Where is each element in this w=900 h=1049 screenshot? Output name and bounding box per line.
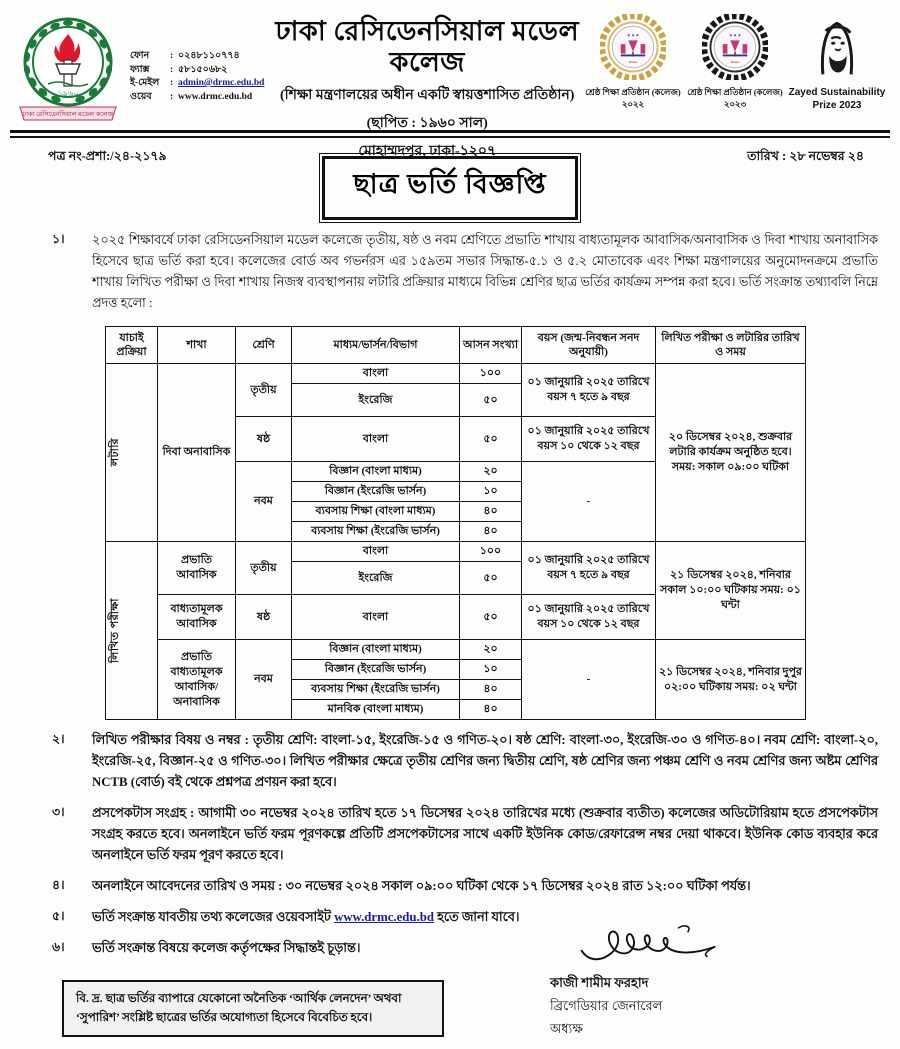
award-badges xyxy=(584,14,886,112)
handwritten-signature-icon xyxy=(574,922,764,968)
contact-label-phone: ফোন xyxy=(130,51,150,61)
medium-cell: বাংলা xyxy=(292,417,460,462)
admission-table-wrapper xyxy=(0,326,900,720)
paragraph-text xyxy=(92,876,878,897)
paragraph-number: ২। xyxy=(52,732,65,746)
award-caption-zayed-line1: Zayed Sustainability xyxy=(788,87,886,98)
seats-cell: ৪০ xyxy=(460,522,522,542)
contact-row-email xyxy=(130,77,264,91)
schedule-cell-lottery: ২০ ডিসেম্বর ২০২৪, শুক্রবার লটারি কার্যক্রম অনুষ্ঠিত হবে। সময়: সকাল ০৯:০০ ঘটিকা xyxy=(656,364,806,542)
crest-icon xyxy=(12,12,124,124)
table-header-row xyxy=(106,327,806,364)
paragraph-body-after-link: হতে জানা যাবে। xyxy=(433,910,520,924)
contact-value-fax: ৫৮১৫০৬৮২ xyxy=(178,64,228,75)
age-cell: ০১ জানুয়ারি ২০২৫ তারিখে বয়স ১০ থেকে ১২ বছর xyxy=(522,417,656,462)
age-cell: - xyxy=(522,462,656,542)
seats-cell: ৫০ xyxy=(460,384,522,417)
svg-text:Dhaka: Dhaka xyxy=(628,60,638,65)
medium-cell: ব্যবসায় শিক্ষা (ইংরেজি ভার্সন) xyxy=(292,522,460,542)
paragraph-4 xyxy=(0,876,900,897)
th-seats: আসন সংখ্যা xyxy=(460,327,522,364)
contact-label-web: ওয়েব xyxy=(130,91,152,102)
seats-cell: ১০ xyxy=(460,482,522,502)
medium-cell: ইংরেজি xyxy=(292,562,460,595)
paragraph-text xyxy=(92,803,878,866)
medium-cell: বাংলা xyxy=(292,364,460,384)
age-cell: ০১ জানুয়ারি ২০২৫ তারিখে বয়স ১০ থেকে ১২ বছর xyxy=(522,595,656,640)
medium-cell: মানবিক (বাংলা মাধ্যম) xyxy=(292,700,460,720)
process-label-lottery: লটারি xyxy=(109,438,121,467)
contact-row-phone xyxy=(130,50,264,64)
paragraph-body: আগামী ৩০ নভেম্বর ২০২৪ তারিখ হতে ১৭ ডিসেম্বর ২০২৪ তারিখের মধ্যে (শুক্রবার ব্যতীত) কলেজের অডিটোরিয়াম হতে প্রসপেকটাস সংগ্রহ করতে হবে। অনলাইনে ভর্তি ফরম পূরণকল্পে প্রতিটি প্রসপেকটাসের সাথে একটি ইউনিক কোড/রেফারেন্স নম্বর দেয়া থাকবে। ইউনিক কোড ব্যবহার করে অনলাইনে ভর্তি ফরম পূরণ করতে হবে। xyxy=(92,806,878,862)
contact-value-phone: ০২৪৮১১০৭৭৪ xyxy=(178,51,240,61)
th-age: বয়স (জন্ম-নিবন্ধন সনদ অনুযায়ী) xyxy=(522,327,656,364)
paragraph-number: ৩। xyxy=(52,805,65,819)
seats-cell: ৫০ xyxy=(460,417,522,462)
table-row xyxy=(106,640,806,660)
paragraph-body: ৩০ নভেম্বর ২০২৪ সকাল ০৯:০০ ঘটিকা থেকে ১৭ ডিসেম্বর ২০২৪ রাত ১২:০০ ঘটিকা পর্যন্ত। xyxy=(282,879,751,893)
signatory-name: কাজী শামীম ফরহাদ xyxy=(550,975,649,990)
paragraph-2 xyxy=(0,730,900,793)
medium-cell: বাংলা xyxy=(292,542,460,562)
paragraph-number: ৫। xyxy=(52,909,65,923)
award-medal-icon xyxy=(600,14,666,80)
process-cell-lottery xyxy=(106,364,158,542)
institution-title-block xyxy=(264,16,584,163)
paragraph-text xyxy=(92,730,878,793)
medium-cell: ইংরেজি xyxy=(292,384,460,417)
contact-colon: : xyxy=(170,64,174,75)
contact-label-fax: ফ্যাক্স xyxy=(130,64,150,75)
paragraph-lead: প্রসপেকটাস সংগ্রহ : xyxy=(92,806,195,820)
signature-block xyxy=(550,922,780,1041)
college-crest-logo xyxy=(12,12,124,124)
footnote-line-1: বি. দ্র. ছাত্র ভর্তির ব্যাপারে যেকোনো অনৈতিক ‘আর্থিক লেনদেন’ অথবা xyxy=(76,991,402,1005)
page-title: ছাত্র ভর্তি বিজ্ঞপ্তি xyxy=(322,156,577,220)
table-row xyxy=(106,364,806,384)
paragraph-number: ১। xyxy=(52,232,65,246)
paragraph-lead: অনলাইনে আবেদনের তারিখ ও সময় : xyxy=(92,879,283,893)
contact-label-email: ই-মেইল xyxy=(130,78,160,88)
class-cell-third: তৃতীয় xyxy=(236,364,292,417)
age-cell: - xyxy=(522,640,656,720)
seats-cell: ৪০ xyxy=(460,700,522,720)
paragraph-1 xyxy=(0,230,900,314)
award-caption-zayed-line2: Prize 2023 xyxy=(812,100,862,111)
award-medal-icon xyxy=(702,14,768,80)
branch-cell-morning-residential: প্রভাতি আবাসিক xyxy=(158,542,236,595)
memo-number: পত্র নং-প্রশা:/২৪-২১৭৯ xyxy=(48,149,167,163)
th-branch: শাখা xyxy=(158,327,236,364)
award-year-2023: ২০২৩ xyxy=(723,99,747,109)
paragraph-number: ৬। xyxy=(52,940,65,954)
seats-cell: ১০ xyxy=(460,660,522,680)
contact-colon: : xyxy=(170,91,174,102)
crest-ribbon-caption: ঢাকা রেসিডেনসিয়াল মডেল কলেজ xyxy=(22,111,114,118)
class-cell-third: তৃতীয় xyxy=(236,542,292,595)
table-row xyxy=(106,542,806,562)
svg-text:★ ★ ★: ★ ★ ★ xyxy=(626,33,640,38)
seats-cell: ৪০ xyxy=(460,502,522,522)
branch-cell-day-nonresidential: দিবা অনাবাসিক xyxy=(158,364,236,542)
contact-row-fax xyxy=(130,64,264,78)
class-cell-ninth: নবম xyxy=(236,462,292,542)
medium-cell: বিজ্ঞান (বাংলা মাধ্যম) xyxy=(292,462,460,482)
college-affiliation: (শিক্ষা মন্ত্রণালয়ের অধীন একটি স্বায়ত্তশাসিত প্রতিষ্ঠান) xyxy=(280,88,575,104)
college-address: মোহাম্মদপুর, ঢাকা-১২০৭ xyxy=(358,144,497,160)
schedule-cell-exam-afternoon: ২১ ডিসেম্বর ২০২৪, শনিবার দুপুর ০২:০০ ঘটিকায় সময়: ০২ ঘন্টা xyxy=(656,640,806,720)
th-medium: মাধ্যম/ভার্সন/বিভাগ xyxy=(292,327,460,364)
class-cell-sixth: ষষ্ঠ xyxy=(236,417,292,462)
signatory-rank: ব্রিগেডিয়ার জেনারেল xyxy=(550,998,663,1013)
paragraph-body-before-link: ভর্তি সংক্রান্ত যাবতীয় তথ্য কলেজের ওয়েবসাইট xyxy=(92,910,335,924)
paragraph-lead: লিখিত পরীক্ষার বিষয় ও নম্বর : xyxy=(92,733,249,747)
paragraph-number: ৪। xyxy=(52,878,65,892)
footnote-line-2: ‘সুপারিশ’ সংশ্লিষ্ট ছাত্রের ভর্তির অযোগ্যতা হিসেবে বিবেচিত হবে। xyxy=(76,1010,373,1024)
medium-cell: বিজ্ঞান (বাংলা মাধ্যম) xyxy=(292,640,460,660)
th-class: শ্রেণি xyxy=(236,327,292,364)
class-cell-ninth: নবম xyxy=(236,640,292,720)
award-year-2022: ২০২২ xyxy=(621,99,645,109)
notice-date: তারিখ : ২৮ নভেম্বর ২৪ xyxy=(747,149,864,163)
college-website-link[interactable]: www.drmc.edu.bd xyxy=(334,910,434,924)
age-cell: ০১ জানুয়ারি ২০২৫ তারিখে বয়স ৭ হতে ৯ বছর xyxy=(522,364,656,417)
award-caption-2023: শ্রেষ্ঠ শিক্ষা প্রতিষ্ঠান (কলেজ) xyxy=(687,87,783,97)
age-cell: ০১ জানুয়ারি ২০২৫ তারিখে বয়স ৭ হতে ৯ বছর xyxy=(522,542,656,595)
contact-details xyxy=(130,50,264,104)
svg-text:Dhaka: Dhaka xyxy=(730,60,740,65)
medium-cell: বিজ্ঞান (ইংরেজি ভার্সন) xyxy=(292,482,460,502)
medium-cell: ব্যবসায় শিক্ষা (বাংলা মাধ্যম) xyxy=(292,502,460,522)
medium-cell: ব্যবসায় শিক্ষা (ইংরেজি ভার্সন) xyxy=(292,680,460,700)
contact-colon: : xyxy=(170,51,174,61)
seats-cell: ২০ xyxy=(460,640,522,660)
seats-cell: ৪০ xyxy=(460,680,522,700)
award-2023 xyxy=(686,14,784,112)
svg-text:★ ★ ★: ★ ★ ★ xyxy=(728,33,742,38)
college-established: (ছাপিত : ১৯৬০ সাল) xyxy=(366,116,488,132)
sheikh-zayed-portrait-icon xyxy=(804,14,870,80)
contact-row-web xyxy=(130,91,264,105)
medium-cell: বিজ্ঞান (ইংরেজি ভার্সন) xyxy=(292,660,460,680)
schedule-cell-exam-morning: ২১ ডিসেম্বর ২০২৪, শনিবার সকাল ১০:০০ ঘটিকায় সময়: ০১ ঘন্টা xyxy=(656,542,806,640)
college-name: ঢাকা রেসিডেনসিয়াল মডেল কলেজ xyxy=(275,16,580,78)
paragraph-text: ২০২৫ শিক্ষাবর্ষে ঢাকা রেসিডেনসিয়াল মডেল কলেজে তৃতীয়, ষষ্ঠ ও নবম শ্রেণিতে প্রভাতি শাখায় বাধ্যতামূলক আবাসিক/অনাবাসিক ও দিবা শাখায় অনাবাসিক হিসেবে ছাত্র ভর্তি করা হবে। কলেজের বোর্ড অব গভর্নরস এর ১৫৯তম সভার সিদ্ধান্ত-৫.১ ও ৫.২ মোতাবেক এবং শিক্ষা মন্ত্রণালয়ের অনুমোদনক্রমে প্রভাতি শাখায় লিখিত পরীক্ষা ও দিবা শাখায় নিজস্ব ব্যবস্থাপনায় লটারি প্রক্রিয়ার মাধ্যমে বিভিন্ন শ্রেণির ছাত্র ভর্তির কার্যক্রম সম্পন্ন করা হবে। ভর্তি সংক্রান্ত তথ্যাবলি নিম্নে প্রদত্ত হলো : xyxy=(92,233,878,310)
medium-cell: বাংলা xyxy=(292,595,460,640)
paragraph-text: ভর্তি সংক্রান্ত বিষয়ে কলেজ কর্তৃপক্ষের সিদ্ধান্তই চূড়ান্ত। xyxy=(92,941,361,955)
award-2022 xyxy=(584,14,682,112)
website-link[interactable]: www.drmc.edu.bd xyxy=(178,91,253,102)
branch-cell-compulsory-residential: বাধ্যতামূলক আবাসিক xyxy=(158,595,236,640)
class-cell-sixth: ষষ্ঠ xyxy=(236,595,292,640)
seats-cell: ৫০ xyxy=(460,562,522,595)
seats-cell: ১০০ xyxy=(460,364,522,384)
th-process: যাচাই প্রক্রিয়া xyxy=(106,327,158,364)
seats-cell: ৫০ xyxy=(460,595,522,640)
admission-table xyxy=(105,326,806,720)
seats-cell: ১০০ xyxy=(460,542,522,562)
paragraph-3 xyxy=(0,803,900,866)
branch-cell-morning-compulsory: প্রভাতি বাধ্যতামূলক আবাসিক/ অনাবাসিক xyxy=(158,640,236,720)
th-schedule: লিখিত পরীক্ষা ও লটারির তারিখ ও সময় xyxy=(656,327,806,364)
process-label-written-exam: লিখিত পরীক্ষা xyxy=(109,598,121,663)
award-caption-2022: শ্রেষ্ঠ শিক্ষা প্রতিষ্ঠান (কলেজ) xyxy=(585,87,681,97)
contact-colon: : xyxy=(170,78,174,88)
crest-year: ১৯৬০ xyxy=(57,89,79,98)
paragraph-body: তৃতীয় শ্রেণি: বাংলা-১৫, ইংরেজি-১৫ ও গণিত-২০। ষষ্ঠ শ্রেণি: বাংলা-৩০, ইংরেজি-৩০ ও গণিত-৪০। নবম শ্রেণি: বাংলা-২০, ইংরেজি-২৫, বিজ্ঞান-২৫ ও গণিত-৩০। লিখিত পরীক্ষার ক্ষেত্রে তৃতীয় শ্রেণির জন্য দ্বিতীয় শ্রেণি, ষষ্ঠ শ্রেণির জন্য পঞ্চম শ্রেণি ও নবম শ্রেণির জন্য অষ্টম শ্রেণির NCTB (বোর্ড) বই থেকে প্রশ্নপত্র প্রণয়ন করা হবে। xyxy=(92,733,879,789)
signatory-designation: অধ্যক্ষ xyxy=(550,1021,583,1036)
seats-cell: ২০ xyxy=(460,462,522,482)
email-link[interactable]: admin@drmc.edu.bd xyxy=(178,78,265,88)
footnote-box xyxy=(62,980,444,1037)
process-cell-written-exam xyxy=(106,542,158,720)
award-zayed-prize xyxy=(788,14,886,111)
